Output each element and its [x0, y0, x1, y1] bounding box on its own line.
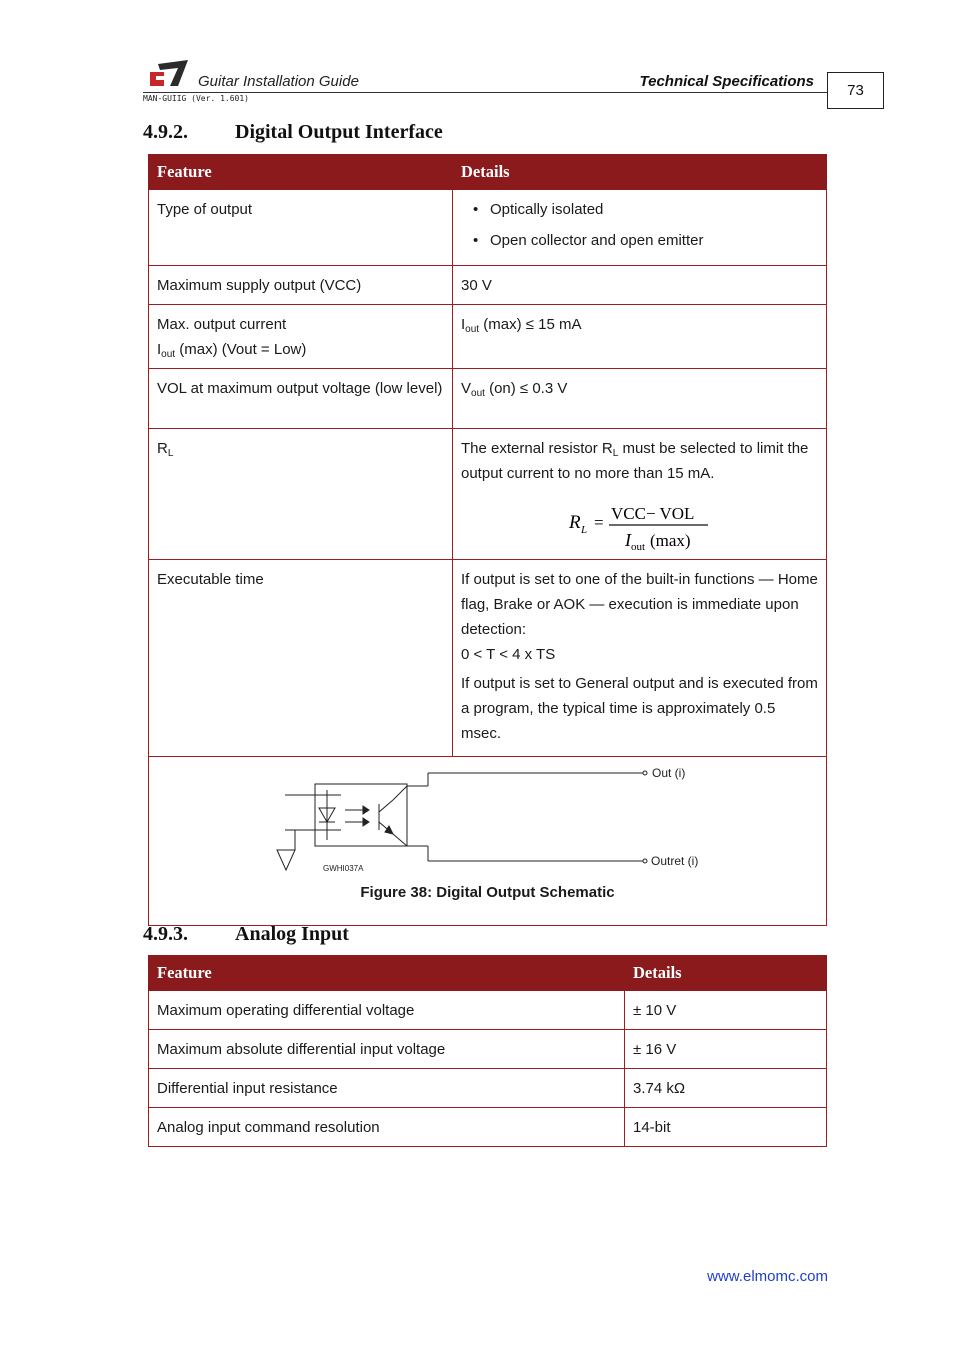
exec-paragraph-2: If output is set to General output and is executed from a program, the typical time is approximately 0.5 msec.	[461, 675, 818, 742]
column-header-feature: Feature	[149, 956, 625, 991]
feature-cell: Maximum supply output (VCC)	[149, 266, 453, 305]
feature-cell: Differential input resistance	[149, 1069, 625, 1108]
feature-cell: Executable time	[149, 560, 453, 757]
label-out: Out (i)	[652, 766, 686, 780]
feature-cell	[149, 305, 453, 369]
header-section-title: Technical Specifications	[639, 73, 814, 90]
section-number: 4.9.3.	[143, 923, 188, 945]
feature-line: Max. output current	[157, 316, 287, 333]
table-row	[149, 1030, 827, 1069]
analog-input-table	[148, 955, 827, 1147]
document-title: Guitar Installation Guide	[198, 73, 359, 90]
formula-den-sub: out	[631, 541, 646, 550]
column-header-feature: Feature	[149, 155, 453, 190]
label-outret: Outret (i)	[651, 854, 699, 868]
details-cell	[453, 190, 827, 266]
digital-output-schematic	[275, 760, 715, 880]
subscript: L	[612, 448, 619, 459]
feature-cell: VOL at maximum output voltage (low level)	[149, 369, 453, 429]
list-item: • Optically isolated	[461, 197, 818, 222]
column-header-details: Details	[453, 155, 827, 190]
section-number: 4.9.2.	[143, 121, 188, 143]
feature-cell: Type of output	[149, 190, 453, 266]
table-row	[149, 266, 827, 305]
feature-text: (max) (Vout = Low)	[175, 341, 307, 358]
rl-description	[461, 436, 818, 486]
details-text: must be selected to limit the output current to no more than 15 mA.	[461, 440, 809, 482]
table-row	[149, 757, 827, 926]
details-cell	[453, 560, 827, 757]
page-number: 73	[827, 72, 884, 109]
details-text: (max) ≤ 15 mA	[479, 316, 582, 333]
feature-line	[157, 337, 444, 362]
table-header-row	[149, 956, 827, 991]
symbol-i: I	[461, 316, 466, 333]
table-row	[149, 560, 827, 757]
symbol-r: R	[157, 440, 168, 457]
table-row	[149, 190, 827, 266]
bullet-list	[461, 197, 818, 253]
table-row	[149, 429, 827, 560]
website-link[interactable]: www.elmomc.com	[707, 1268, 828, 1285]
elmo-logo	[148, 58, 190, 88]
figure-caption: Figure 38: Digital Output Schematic	[360, 884, 615, 901]
list-item: • Open collector and open emitter	[461, 228, 818, 253]
column-header-details: Details	[625, 956, 827, 991]
formula-lhs-sub: L	[581, 524, 588, 536]
subscript: out	[465, 324, 480, 335]
details-cell: 30 V	[453, 266, 827, 305]
subscript: out	[471, 388, 485, 399]
header-divider	[143, 92, 827, 93]
details-cell	[453, 429, 827, 560]
feature-cell: Maximum absolute differential input voltage	[149, 1030, 625, 1069]
table-row	[149, 991, 827, 1030]
details-cell: 3.74 kΩ	[625, 1069, 827, 1108]
details-cell	[453, 305, 827, 369]
exec-paragraph-1: If output is set to one of the built-in functions — Home flag, Brake or AOK — execution is immediate upon detection:	[461, 571, 818, 638]
feature-cell: Analog input command resolution	[149, 1108, 625, 1147]
table-row	[149, 1069, 827, 1108]
subscript: out	[161, 349, 176, 360]
table-row	[149, 1108, 827, 1147]
details-cell: 14-bit	[625, 1108, 827, 1147]
formula-equals: =	[594, 513, 604, 532]
table-header-row	[149, 155, 827, 190]
part-code: GWHI037A	[323, 864, 364, 873]
symbol-v: V	[461, 380, 472, 397]
schematic-cell	[149, 757, 827, 926]
schematic-figure	[149, 757, 826, 917]
formula-numerator: VCC− VOL	[611, 504, 695, 523]
formula-den-i: I	[625, 530, 631, 550]
details-text: The external resistor R	[461, 440, 613, 457]
details-text: (on) ≤ 0.3 V	[484, 380, 568, 397]
table-row	[149, 369, 827, 429]
details-cell: ± 10 V	[625, 991, 827, 1030]
section-title: Digital Output Interface	[235, 121, 443, 143]
exec-timing: 0 < T < 4 x TS	[461, 646, 556, 663]
formula-den-rest: (max)	[650, 531, 691, 550]
formula-lhs: R	[569, 512, 581, 533]
details-cell	[453, 369, 827, 429]
rl-formula	[567, 498, 717, 550]
feature-cell	[149, 429, 453, 560]
symbol-i: I	[157, 341, 162, 358]
document-code: MAN-GUIIG (Ver. 1.601)	[143, 94, 249, 103]
digital-output-table	[148, 154, 827, 926]
details-cell: ± 16 V	[625, 1030, 827, 1069]
feature-cell: Maximum operating differential voltage	[149, 991, 625, 1030]
subscript: L	[167, 448, 174, 459]
table-row	[149, 305, 827, 369]
section-title: Analog Input	[235, 923, 349, 945]
